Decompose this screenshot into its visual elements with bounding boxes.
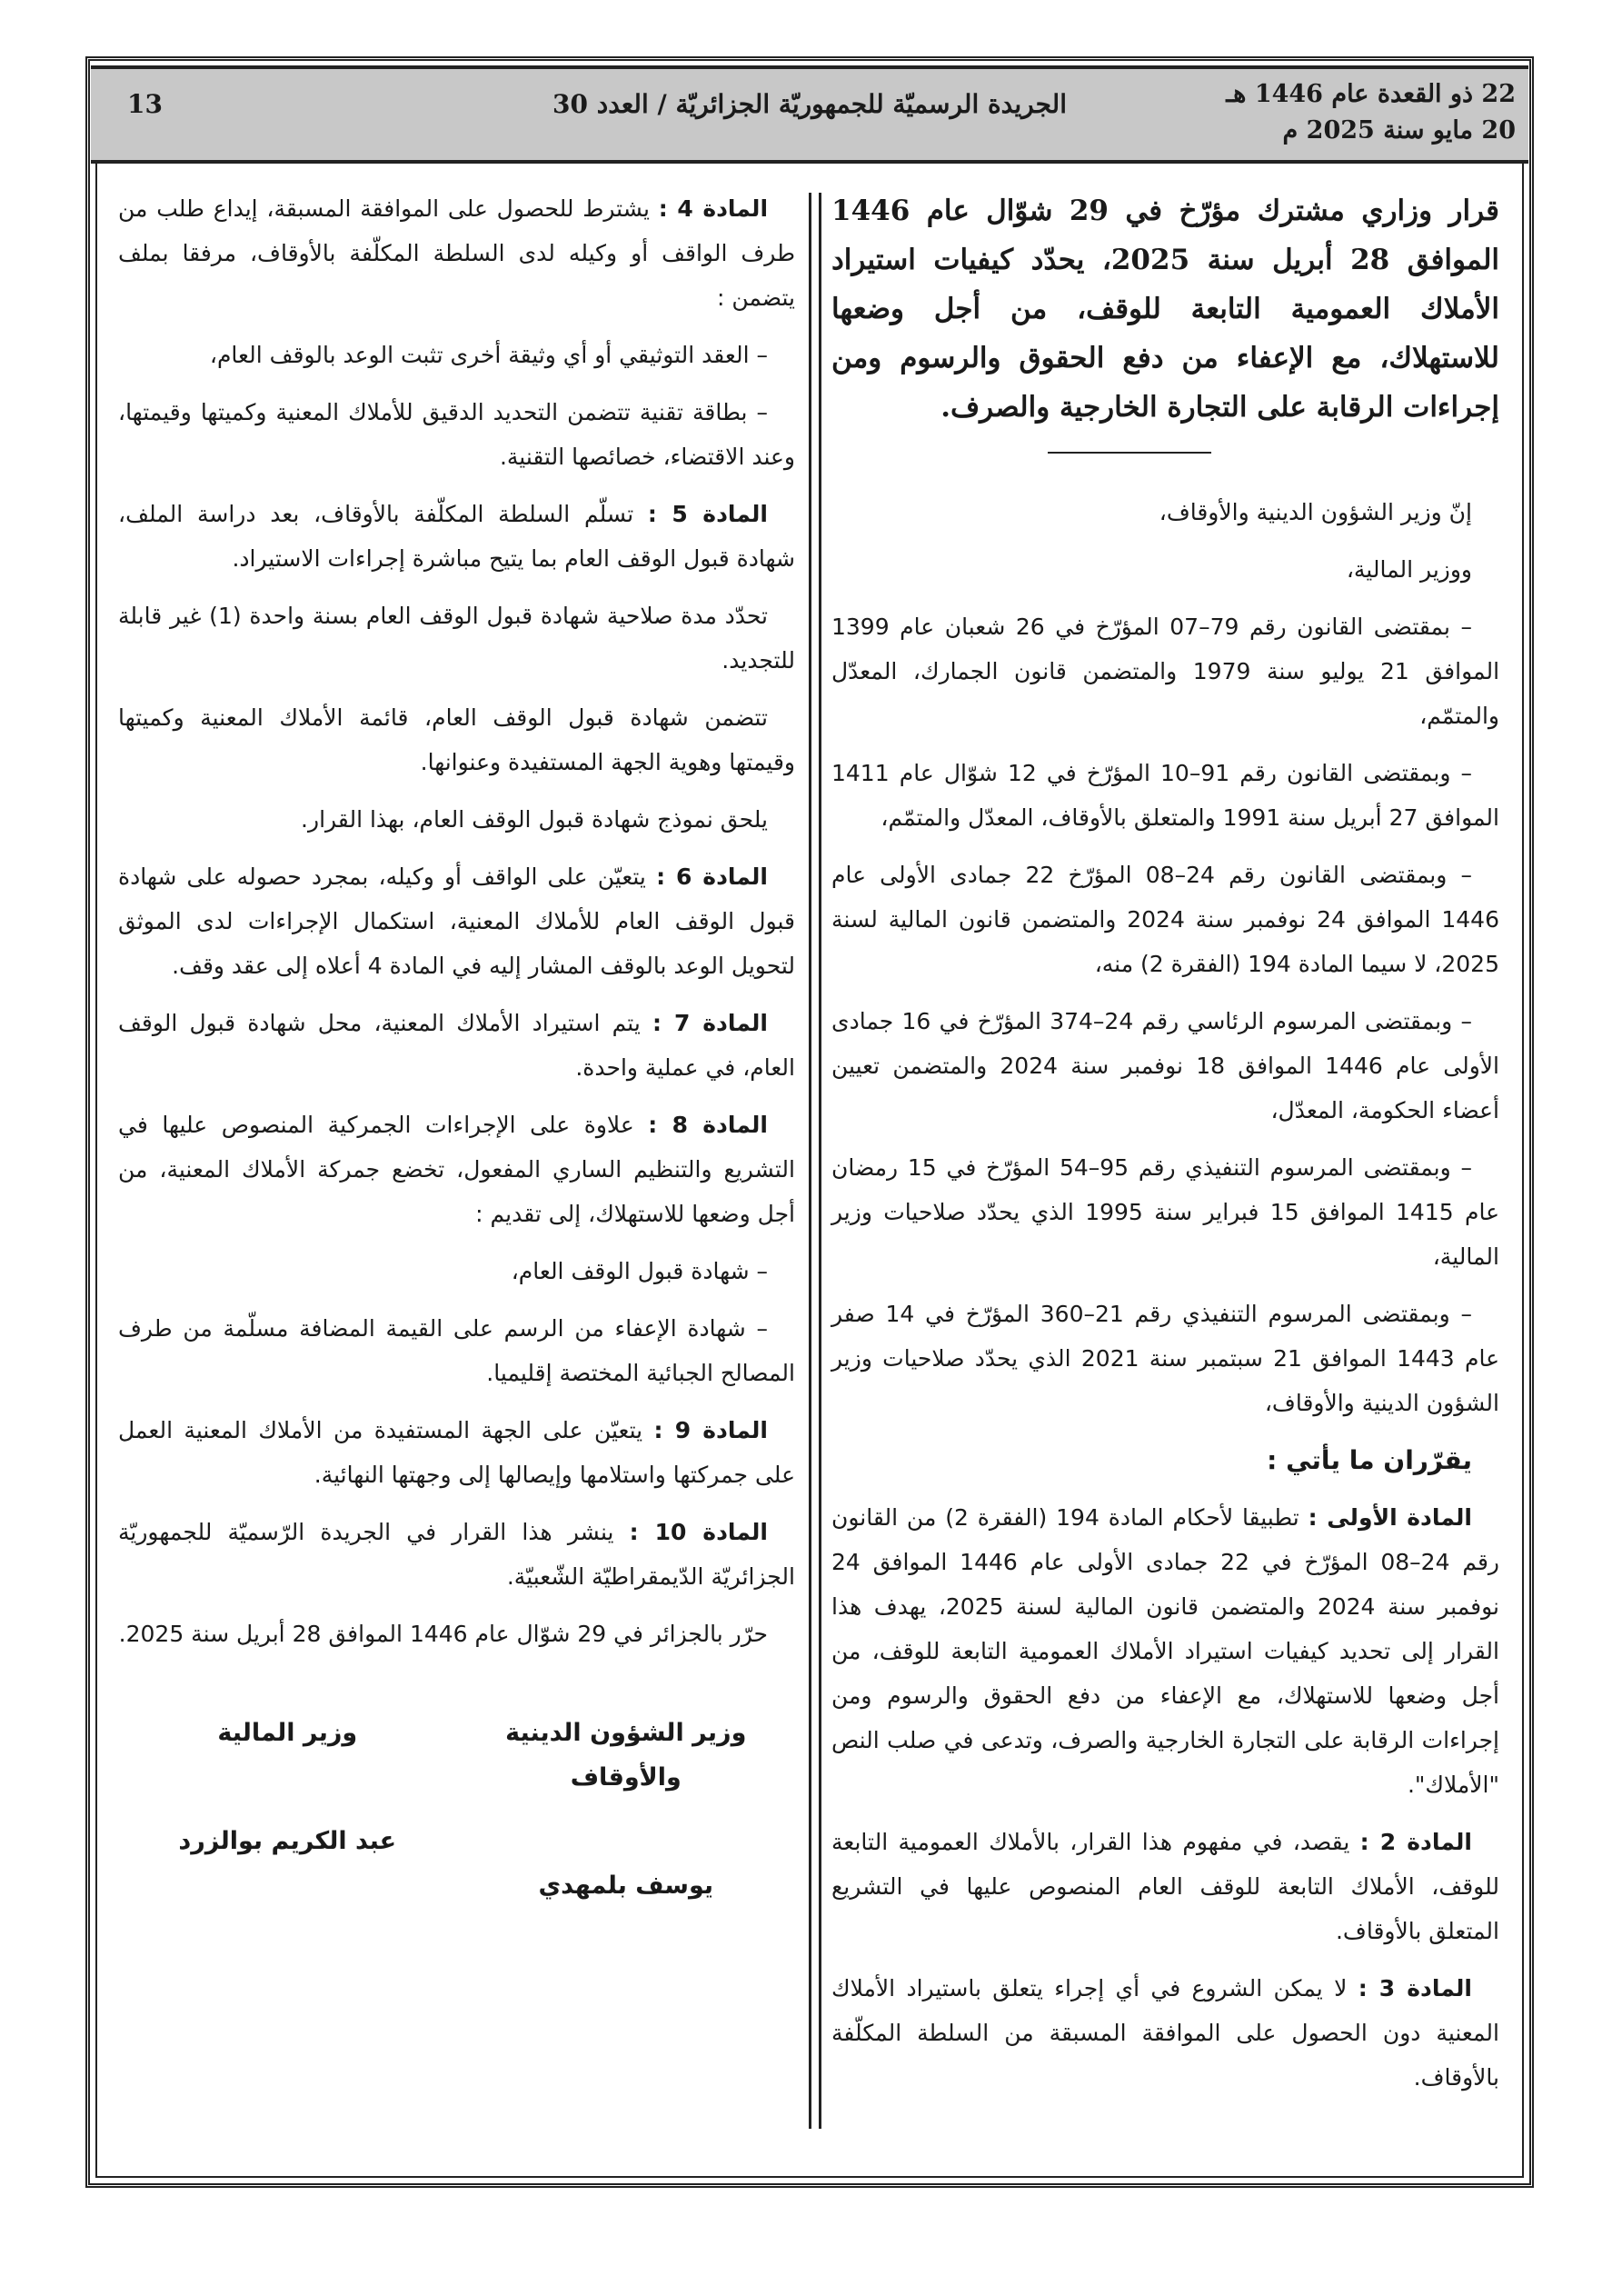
article-label: المادة 9 : [653,1417,768,1443]
page-header [91,65,1528,164]
left-column [118,186,795,1908]
paragraph: – شهادة قبول الوقف العام، [511,1258,768,1284]
article-label: المادة 10 : [629,1519,768,1545]
paragraph [118,1001,795,1090]
paragraph: – بطاقة تقنية تتضمن التحديد الدقيق للأملاك المعنية وكميتها وقيمتها، وعند الاقتضاء، خصائصها التقنية. [118,399,795,470]
paragraph: – وبمقتضى المرسوم التنفيذي رقم 95–54 المؤرّخ في 15 رمضان عام 1415 الموافق 15 فبراير سنة 1995 الذي يحدّد صلاحيات وزير المالية، [831,1154,1499,1270]
article-label: المادة 4 : [658,195,769,222]
paragraph [118,854,795,988]
paragraph: تتضمن شهادة قبول الوقف العام، قائمة الأملاك المعنية وكميتها وقيمتها وهوية الجهة المستفيدة وعنوانها. [118,704,795,775]
column-divider [809,193,821,2129]
article-text: يتعيّن على الواقف أو وكيله، بمجرد حصوله على شهادة قبول الوقف العام للأملاك المعنية، استكمال الإجراءات لدى الموثق لتحويل الوعد بالوقف المشار إليه في المادة 4 أعلاه إلى عقد وقف. [118,863,795,979]
signature-finance [135,1711,440,1908]
article-text: يتعيّن على الجهة المستفيدة من الأملاك المعنية العمل على جمركتها واستلامها وإيصالها إلى وجهتها النهائية. [118,1417,795,1488]
paragraph: يلحق نموذج شهادة قبول الوقف العام، بهذا القرار. [301,806,768,833]
paragraph [118,1103,795,1236]
decree-title: قرار وزاري مشترك مؤرّخ في 29 شوّال عام 1446 الموافق 28 أبريل سنة 2025، يحدّد كيفيات استيراد الأملاك العمومية التابعة للوقف، من أجل وضعها للاستهلاك، مع الإعفاء من دفع الحقوق والرسوم ومن إجراءات الرقابة على التجارة الخارجية والصرف. [831,195,1500,424]
right-column [831,186,1499,2112]
article-label: المادة 2 : [1359,1829,1472,1855]
signer-title: وزير المالية [217,1719,358,1747]
paragraph [831,1495,1499,1807]
paragraph: – وبمقتضى القانون رقم 24–08 المؤرّخ 22 جمادى الأولى عام 1446 الموافق 24 نوفمبر سنة 2024 والمتضمن قانون المالية لسنة 2025، لا سيما المادة 194 (الفقرة 2) منه، [831,862,1499,977]
paragraph: تحدّد مدة صلاحية شهادة قبول الوقف العام بسنة واحدة (1) غير قابلة للتجديد. [118,603,795,674]
paragraph [118,492,795,581]
paragraph [831,1966,1499,2100]
article-text: ينشر هذا القرار في الجريدة الرّسميّة للجمهوريّة الجزائريّة الدّيمقراطيّة الشّعبيّة. [118,1519,795,1590]
journal-title: الجريدة الرسميّة للجمهوريّة الجزائريّة / العدد 30 [552,89,1067,119]
paragraph: – وبمقتضى المرسوم التنفيذي رقم 21–360 المؤرّخ في 14 صفر عام 1443 الموافق 21 سبتمبر سنة 2021 الذي يحدّد صلاحيات وزير الشؤون الدينية والأوقاف، [831,1301,1500,1416]
signatures [118,1711,795,1908]
signer-name: يوسف بلمهدي [538,1872,714,1900]
date-gregorian: 20 مايو سنة 2025 م [1282,116,1516,145]
article-text: علاوة على الإجراءات الجمركية المنصوص عليها في التشريع والتنظيم الساري المفعول، تخضع جمركة الأملاك المعنية، من أجل وضعها للاستهلاك، إلى تقديم : [118,1112,795,1227]
article-label: المادة الأولى : [1308,1504,1472,1531]
signature-religious-affairs [473,1711,778,1908]
paragraph [118,186,795,320]
title-rule [1048,452,1211,454]
article-text: يتم استيراد الأملاك المعنية، محل شهادة قبول الوقف العام، في عملية واحدة. [118,1010,795,1081]
intro-line: ووزير المالية، [1346,556,1472,583]
paragraph: – شهادة الإعفاء من الرسم على القيمة المضافة مسلّمة من طرف المصالح الجبائية المختصة إقليميا. [118,1315,795,1386]
article-text: يقصد، في مفهوم هذا القرار، بالأملاك العمومية التابعة للوقف، الأملاك التابعة للوقف العام المنصوص عليها في التشريع المتعلق بالأوقاف. [831,1829,1499,1944]
paragraph: – وبمقتضى المرسوم الرئاسي رقم 24–374 المؤرّخ في 16 جمادى الأولى عام 1446 الموافق 18 نوفمبر سنة 2024 والمتضمن تعيين أعضاء الحكومة، المعدّل، [831,1008,1499,1123]
paragraph: – بمقتضى القانون رقم 79–07 المؤرّخ في 26 شعبان عام 1399 الموافق 21 يوليو سنة 1979 والمتضمن قانون الجمارك، المعدّل والمتمّم، [831,614,1500,729]
article-text: تسلّم السلطة المكلّفة بالأوقاف، بعد دراسة الملف، شهادة قبول الوقف العام بما يتيح مباشرة إجراءات الاستيراد. [118,501,795,572]
article-text: يشترط للحصول على الموافقة المسبقة، إيداع طلب من طرف الواقف أو وكيله لدى السلطة المكلّفة بالأوقاف، مرفقا بملف يتضمن : [118,195,795,311]
article-text: لا يمكن الشروع في أي إجراء يتعلق باستيراد الأملاك المعنية دون الحصول على الموافقة المسبقة من السلطة المكلّفة بالأوقاف. [831,1975,1499,2091]
article-label: المادة 6 : [656,863,768,890]
paragraph [118,1510,795,1599]
article-label: المادة 7 : [652,1010,768,1036]
paragraph [118,1408,795,1497]
paragraph: حرّر بالجزائر في 29 شوّال عام 1446 الموافق 28 أبريل سنة 2025. [118,1621,768,1647]
paragraph [831,1820,1499,1953]
article-label: المادة 8 : [648,1112,768,1138]
signer-name: عبد الكريم بوالزرد [178,1827,397,1855]
decide-heading: يقرّران ما يأتي : [1267,1445,1472,1475]
article-label: المادة 5 : [647,501,768,527]
page-number: 13 [127,89,163,119]
article-label: المادة 3 : [1358,1975,1472,2002]
paragraph: – العقد التوثيقي أو أي وثيقة أخرى تثبت الوعد بالوقف العام، [209,342,768,368]
paragraph: – وبمقتضى القانون رقم 91–10 المؤرّخ في 12 شوّال عام 1411 الموافق 27 أبريل سنة 1991 والمتعلق بالأوقاف، المعدّل والمتمّم، [831,760,1499,831]
signer-title: وزير الشؤون الدينية والأوقاف [505,1719,747,1792]
intro-line: إنّ وزير الشؤون الدينية والأوقاف، [1159,499,1472,525]
date-hijri: 22 ذو القعدة عام 1446 هـ [1226,80,1516,108]
article-text: تطبيقا لأحكام المادة 194 (الفقرة 2) من القانون رقم 24–08 المؤرّخ في 22 جمادى الأولى عام 1446 الموافق 24 نوفمبر سنة 2024 والمتضمن قانون المالية لسنة 2025، يهدف هذا القرار إلى تحديد كيفيات استيراد الأملاك العمومية التابعة للوقف، من أجل وضعها للاستهلاك، مع الإعفاء من دفع الحقوق والرسوم ومن إجراءات الرقابة على التجارة الخارجية والصرف، وتدعى في صلب النص "الأملاك". [831,1504,1499,1798]
